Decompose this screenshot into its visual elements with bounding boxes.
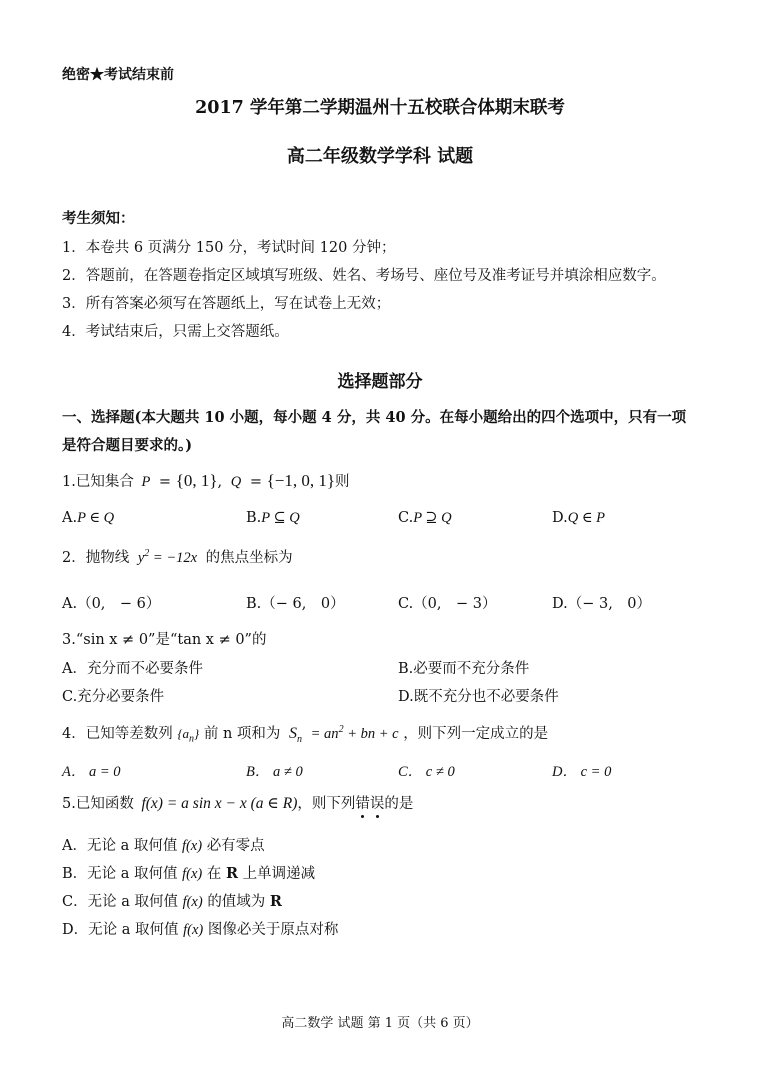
question-1 (62, 470, 350, 491)
q1-set-q-value: {−1, 0, 1} (266, 471, 336, 490)
q2-eq-y: y (137, 550, 145, 566)
q5-emphasis-char-1: 错 (355, 796, 370, 812)
q1-option-d-label: D. (552, 510, 568, 526)
q5-option-c-r: R (269, 893, 282, 910)
q4-s: S (289, 725, 298, 742)
section-instruction-line1: 一、选择题(本大题共 10 小题，每小题 4 分，共 40 分。在每小题给出的四个选项中，只有一项 (62, 409, 687, 426)
notice-item-1: 1．本卷共 6 页满分 150 分，考试时间 120 分钟； (62, 240, 396, 256)
q5-option-c-mid: 的值域为 (207, 894, 266, 910)
q5-option-d (62, 918, 338, 939)
q2-suffix: 的焦点坐标为 (205, 550, 293, 566)
q4-option-a: A． a = 0 (62, 764, 121, 780)
q4-option-c: C． c ≠ 0 (398, 764, 455, 780)
question-4 (62, 722, 548, 745)
q1-set-p-value: {0, 1} (175, 471, 218, 490)
q1-comma: , (217, 474, 223, 490)
section-instruction-line2: 是符合题目要求的。) (62, 437, 193, 454)
q4-suffix: ，则下列一定成立的是 (403, 726, 549, 742)
q1-option-a-label: A. (62, 510, 78, 526)
q5-suffix-b: 的是 (384, 796, 414, 812)
q5-option-a-post: 必有零点 (206, 838, 265, 854)
q5-option-b-post: 上单调递减 (242, 866, 316, 882)
q1-set-p: P (141, 474, 151, 490)
q2-option-d: D.（− 3, 0） (552, 596, 652, 612)
q1-suffix: 则 (335, 474, 350, 490)
q3-option-c: C.充分必要条件 (62, 689, 165, 705)
q4-option-b: B． a ≠ 0 (246, 764, 303, 780)
q5-option-c (62, 890, 282, 911)
notice-item-2: 2．答题前，在答题卷指定区域填写班级、姓名、考场号、座位号及准考证号并填涂相应数字。 (62, 268, 666, 284)
q2-prefix: 2．抛物线 (62, 550, 130, 566)
q1-option-b-text: P ⊆ Q (261, 510, 300, 526)
q4-formula-rest: + bn + c (347, 726, 399, 742)
q4-formula (311, 726, 399, 742)
q5-option-a-fx: f(x) (181, 838, 203, 854)
q1-set-q: Q (230, 474, 242, 490)
q5-option-d-post: 图像必关于原点对称 (207, 922, 339, 938)
q2-option-a: A.（0, − 6） (62, 596, 161, 612)
question-5 (62, 792, 413, 813)
q1-option-a-text: P ∈ Q (77, 510, 115, 526)
q3-option-b: B.必要而不充分条件 (398, 661, 530, 677)
q4-formula-main: = an (310, 726, 339, 742)
q4-formula-sup: 2 (338, 724, 344, 736)
q5-option-d-fx: f(x) (183, 922, 204, 938)
q1-option-a (62, 510, 114, 527)
q4-seq-open: {a (177, 726, 190, 741)
question-2 (62, 546, 293, 567)
q4-seq-close: } (194, 726, 200, 741)
q5-option-b (62, 862, 315, 883)
exam-title: 2017 学年第二学期温州十五校联合体期末联考 (195, 98, 565, 118)
q2-option-b: B.（− 6, 0） (246, 596, 345, 612)
q2-equation (138, 550, 197, 566)
q1-option-b-label: B. (246, 510, 262, 526)
q5-prefix: 5.已知函数 (62, 796, 134, 812)
q1-option-c-label: C. (398, 510, 414, 526)
q1-equals-2: = (249, 474, 262, 490)
q1-prefix: 1.已知集合 (62, 474, 134, 490)
q1-equals: = (158, 474, 172, 490)
q5-option-b-fx: f(x) (182, 866, 203, 882)
q5-suffix-a: ，则下列 (297, 796, 356, 812)
q5-option-b-r: R (225, 865, 239, 882)
q4-s-sub: n (297, 734, 303, 746)
q4-sum-symbol (289, 725, 303, 746)
q5-option-b-mid: 在 (206, 866, 222, 882)
notice-heading: 考生须知： (62, 210, 135, 227)
q5-option-a (62, 834, 265, 855)
q3-option-a: A．充分而不必要条件 (62, 661, 203, 677)
q1-option-c-text: P ⊇ Q (413, 510, 452, 526)
q2-eq-sup: 2 (144, 548, 150, 560)
q5-option-c-pre: C．无论 a 取何值 (62, 894, 178, 910)
page-footer: 高二数学 试题 第 1 页（共 6 页） (281, 1016, 479, 1031)
q2-eq-rest: = −12x (152, 550, 198, 566)
notice-item-3: 3．所有答案必须写在答题纸上，写在试卷上无效； (62, 296, 391, 312)
secrecy-label: 绝密★考试结束前 (62, 67, 174, 83)
q4-prefix: 4．已知等差数列 (62, 726, 173, 742)
q5-function: f(x) = a sin x − x (a ∈ R) (141, 795, 298, 812)
question-3: 3.“sin x ≠ 0”是“tan x ≠ 0”的 (62, 632, 267, 648)
exam-subtitle: 高二年级数学学科 试题 (286, 146, 474, 167)
notice-item-4: 4．考试结束后，只需上交答题纸。 (62, 324, 289, 340)
section-title: 选择题部分 (337, 372, 423, 392)
q5-option-a-pre: A．无论 a 取何值 (62, 838, 178, 854)
q5-option-c-fx: f(x) (182, 894, 203, 910)
q1-option-d-text: Q ∈ P (567, 510, 606, 526)
q1-option-d (552, 510, 605, 527)
q4-sequence (177, 726, 200, 745)
q5-option-d-pre: D．无论 a 取何值 (62, 922, 179, 938)
q1-option-c (398, 510, 452, 527)
q1-option-b (246, 510, 300, 527)
q4-option-d: D． c = 0 (552, 764, 612, 780)
q3-option-d: D.既不充分也不必要条件 (398, 689, 559, 705)
q5-emphasis-char-2: 误 (369, 796, 385, 812)
q4-seq-sub: n (189, 733, 195, 745)
q2-option-c: C.（0, − 3） (398, 596, 497, 612)
q4-mid: 前 n 项和为 (203, 726, 281, 742)
q5-option-b-pre: B．无论 a 取何值 (62, 866, 178, 882)
